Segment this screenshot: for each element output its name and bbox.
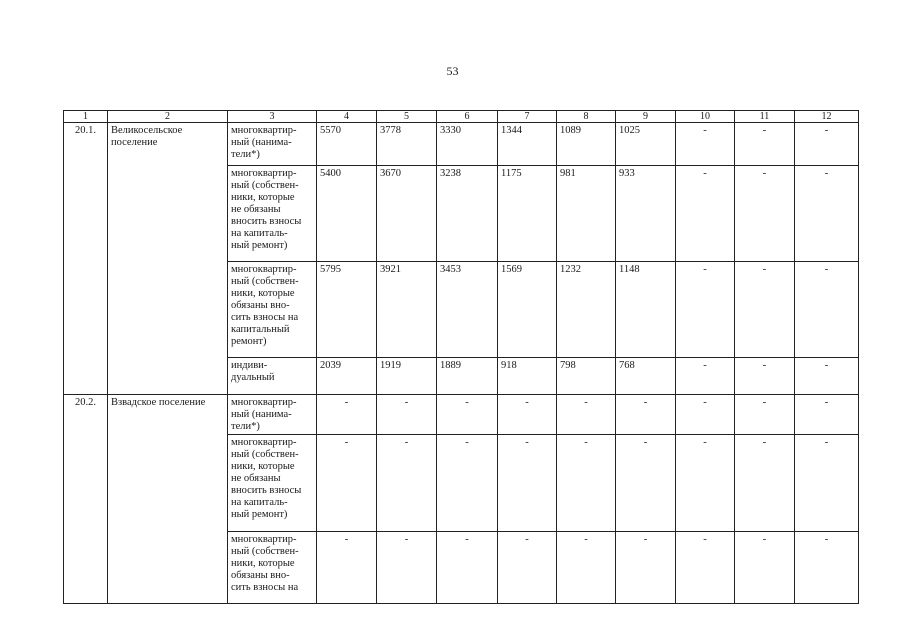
value-cell: -	[616, 395, 676, 435]
value-cell: 1089	[557, 123, 616, 166]
value-cell: -	[498, 435, 557, 532]
housing-type-line: индиви-	[231, 360, 268, 371]
housing-type-line: дуальный	[231, 372, 275, 383]
housing-type-line: ремонт)	[231, 336, 267, 347]
value-cell: 3453	[437, 262, 498, 358]
housing-type-line: обязаны вно-	[231, 300, 290, 311]
column-header-3: 3	[228, 111, 317, 123]
value-cell: 3670	[377, 166, 437, 262]
value-cell: 918	[498, 358, 557, 395]
value-cell: 798	[557, 358, 616, 395]
column-header-12: 12	[795, 111, 859, 123]
housing-type-line: ники, которые	[231, 461, 295, 472]
housing-type-line: ный (собствен-	[231, 276, 299, 287]
housing-type-line: сить взносы на	[231, 312, 299, 323]
value-cell: 3238	[437, 166, 498, 262]
value-cell: 5400	[317, 166, 377, 262]
housing-type-line: многоквартир-	[231, 397, 297, 408]
housing-type-line: многоквартир-	[231, 264, 297, 275]
housing-type-line: капитальный	[231, 324, 290, 335]
housing-type-line: многоквартир-	[231, 437, 297, 448]
value-cell: -	[735, 435, 795, 532]
value-cell: -	[377, 532, 437, 604]
value-cell: 3330	[437, 123, 498, 166]
housing-type-line: многоквартир-	[231, 534, 297, 545]
housing-type-line: вносить взносы	[231, 216, 302, 227]
value-cell: -	[557, 435, 616, 532]
value-cell: -	[795, 262, 859, 358]
column-header-5: 5	[377, 111, 437, 123]
value-cell: 3778	[377, 123, 437, 166]
value-cell: 1025	[616, 123, 676, 166]
value-cell: -	[735, 166, 795, 262]
housing-type	[228, 435, 317, 532]
housing-type-line: обязаны вно-	[231, 570, 290, 581]
housing-type-line: сить взносы на	[231, 582, 299, 593]
value-cell: -	[437, 435, 498, 532]
housing-type-line: тели*)	[231, 149, 260, 160]
value-cell: -	[437, 395, 498, 435]
table-row	[64, 395, 859, 435]
value-cell: 1344	[498, 123, 557, 166]
settlement-name: Великосельское поселение	[108, 123, 228, 395]
value-cell: -	[676, 262, 735, 358]
value-cell: -	[616, 435, 676, 532]
housing-type-line: не обязаны	[231, 473, 281, 484]
settlement-name: Взвадское поселение	[108, 395, 228, 604]
value-cell: -	[317, 532, 377, 604]
value-cell: -	[795, 435, 859, 532]
value-cell: -	[317, 435, 377, 532]
value-cell: 5570	[317, 123, 377, 166]
value-cell: -	[795, 532, 859, 604]
value-cell: 1919	[377, 358, 437, 395]
table-row	[64, 123, 859, 166]
housing-type-line: ный ремонт)	[231, 509, 288, 520]
column-header-1: 1	[64, 111, 108, 123]
housing-type-line: ный (нанима-	[231, 137, 292, 148]
value-cell: -	[676, 166, 735, 262]
value-cell: -	[498, 532, 557, 604]
housing-type-line: ный (нанима-	[231, 409, 292, 420]
column-header-2: 2	[108, 111, 228, 123]
housing-type-line: ный (собствен-	[231, 180, 299, 191]
value-cell: -	[676, 358, 735, 395]
column-header-10: 10	[676, 111, 735, 123]
settlement-code: 20.2.	[64, 395, 108, 604]
housing-type-line: ный (собствен-	[231, 449, 299, 460]
housing-type-line: ники, которые	[231, 558, 295, 569]
settlement-code: 20.1.	[64, 123, 108, 395]
value-cell: -	[735, 262, 795, 358]
column-header-4: 4	[317, 111, 377, 123]
value-cell: -	[616, 532, 676, 604]
value-cell: 2039	[317, 358, 377, 395]
value-cell: -	[377, 395, 437, 435]
value-cell: -	[377, 435, 437, 532]
value-cell: 1148	[616, 262, 676, 358]
housing-type-line: многоквартир-	[231, 168, 297, 179]
housing-type-line: тели*)	[231, 421, 260, 432]
housing-type	[228, 262, 317, 358]
housing-type	[228, 395, 317, 435]
column-header-row	[64, 111, 859, 123]
housing-type-line: ный (собствен-	[231, 546, 299, 557]
data-table	[63, 110, 859, 604]
value-cell: -	[735, 532, 795, 604]
value-cell: -	[735, 358, 795, 395]
housing-type	[228, 123, 317, 166]
value-cell: 1569	[498, 262, 557, 358]
value-cell: -	[676, 532, 735, 604]
value-cell: -	[795, 395, 859, 435]
value-cell: -	[795, 166, 859, 262]
page-number: 53	[446, 64, 459, 78]
value-cell: 768	[616, 358, 676, 395]
column-header-7: 7	[498, 111, 557, 123]
value-cell: -	[735, 123, 795, 166]
value-cell: -	[317, 395, 377, 435]
value-cell: -	[557, 395, 616, 435]
column-header-11: 11	[735, 111, 795, 123]
value-cell: 5795	[317, 262, 377, 358]
housing-type	[228, 358, 317, 395]
value-cell: -	[437, 532, 498, 604]
value-cell: 3921	[377, 262, 437, 358]
housing-type-line: многоквартир-	[231, 125, 297, 136]
column-header-6: 6	[437, 111, 498, 123]
value-cell: 933	[616, 166, 676, 262]
value-cell: -	[498, 395, 557, 435]
value-cell: -	[557, 532, 616, 604]
value-cell: -	[676, 435, 735, 532]
value-cell: 1889	[437, 358, 498, 395]
column-header-8: 8	[557, 111, 616, 123]
housing-type-line: на капиталь-	[231, 497, 288, 508]
housing-type-line: ный ремонт)	[231, 240, 288, 251]
column-header-9: 9	[616, 111, 676, 123]
housing-type-line: ники, которые	[231, 192, 295, 203]
value-cell: 981	[557, 166, 616, 262]
value-cell: 1175	[498, 166, 557, 262]
value-cell: -	[795, 358, 859, 395]
table-body	[64, 123, 859, 604]
value-cell: -	[676, 123, 735, 166]
value-cell: -	[735, 395, 795, 435]
housing-type-line: ники, которые	[231, 288, 295, 299]
housing-type-line: на капиталь-	[231, 228, 288, 239]
value-cell: -	[676, 395, 735, 435]
housing-type	[228, 532, 317, 604]
value-cell: 1232	[557, 262, 616, 358]
housing-type-line: не обязаны	[231, 204, 281, 215]
housing-type	[228, 166, 317, 262]
housing-type-line: вносить взносы	[231, 485, 302, 496]
value-cell: -	[795, 123, 859, 166]
